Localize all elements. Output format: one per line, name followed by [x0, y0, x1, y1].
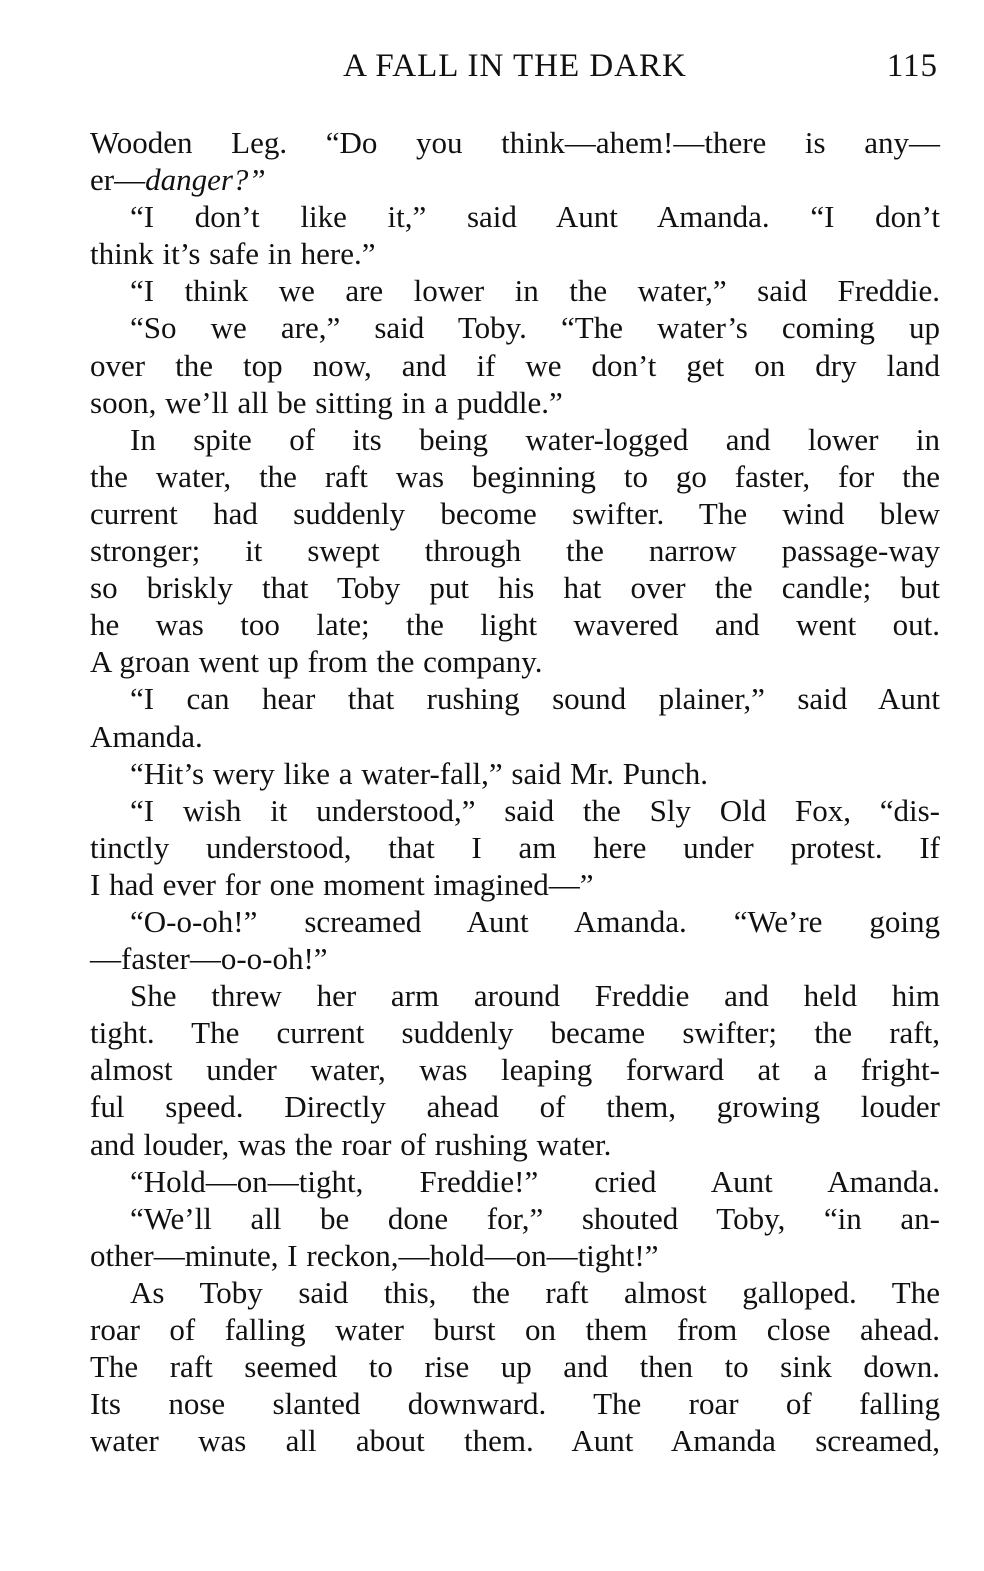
text-line-content: tight. The current suddenly became swifter; the raft, — [90, 1015, 940, 1051]
chapter-title: A FALL IN THE DARK — [343, 48, 687, 84]
text-line-content: he was too late; the light wavered and went out. — [90, 607, 940, 643]
text-line-content: soon, we’ll all be sitting in a puddle.” — [90, 384, 563, 420]
text-line-content: “I can hear that rushing sound plainer,” said Aunt — [130, 681, 940, 717]
text-line — [90, 643, 940, 680]
text-line — [90, 198, 940, 235]
text-line — [90, 606, 940, 643]
text-line — [90, 829, 940, 866]
text-line-content: Amanda. — [90, 718, 203, 754]
text-line — [90, 1422, 940, 1459]
text-line — [90, 1051, 940, 1088]
text-line — [90, 755, 940, 792]
text-line — [90, 977, 940, 1014]
page-number: 115 — [886, 48, 938, 84]
text-line — [90, 1014, 940, 1051]
text-line — [90, 1385, 940, 1422]
text-line — [90, 1348, 940, 1385]
text-line-content: “I think we are lower in the water,” said Freddie. — [130, 273, 940, 309]
text-line — [90, 903, 940, 940]
text-line-content: so briskly that Toby put his hat over the candle; but — [90, 570, 940, 606]
text-line-content: Its nose slanted downward. The roar of falling — [90, 1386, 940, 1422]
text-line — [90, 124, 940, 161]
text-line-content: roar of falling water burst on them from close ahead. — [90, 1312, 940, 1347]
text-line — [90, 1274, 940, 1311]
text-line — [90, 384, 940, 421]
text-line — [90, 569, 940, 606]
text-line — [90, 680, 940, 717]
text-line-content: I had ever for one moment imagined—” — [90, 866, 594, 902]
italic-text: danger?” — [145, 162, 266, 198]
text-line — [90, 421, 940, 458]
text-line — [90, 1163, 940, 1200]
text-line — [90, 235, 940, 272]
text-line-content: A groan went up from the company. — [90, 644, 543, 680]
text-line-content: over the top now, and if we don’t get on dry land — [90, 347, 940, 383]
text-line — [90, 940, 940, 977]
text-line-content: “Hold—on—tight, Freddie!” cried Aunt Amanda. — [130, 1163, 940, 1199]
text-line — [90, 458, 940, 495]
text-line-content: “O-o-oh!” screamed Aunt Amanda. “We’re going — [130, 903, 940, 939]
text-line — [90, 718, 940, 755]
text-line-content: er— — [90, 162, 146, 198]
text-line — [90, 495, 940, 532]
text-line-content: and louder, was the roar of rushing water. — [90, 1126, 612, 1162]
text-line — [90, 866, 940, 903]
text-line-content: The raft seemed to rise up and then to sink down. — [90, 1349, 940, 1385]
text-line — [90, 1126, 940, 1163]
text-line-content: “I wish it understood,” said the Sly Old Fox, “dis- — [130, 792, 940, 828]
text-line — [90, 161, 940, 198]
text-line-content: “We’ll all be done for,” shouted Toby, “in an- — [130, 1200, 940, 1236]
text-line-content: ful speed. Directly ahead of them, growing louder — [90, 1089, 940, 1125]
text-line — [90, 272, 940, 309]
text-line — [90, 1311, 940, 1348]
text-line-content: She threw her arm around Freddie and held him — [130, 978, 940, 1014]
text-line — [90, 309, 940, 346]
text-line-content: “I don’t like it,” said Aunt Amanda. “I don’t — [130, 199, 940, 235]
text-line-content: tinctly understood, that I am here under protest. If — [90, 829, 940, 865]
text-line-content: —faster—o-o-oh!” — [90, 941, 328, 977]
running-head — [90, 44, 940, 88]
text-line — [90, 792, 940, 829]
text-line — [90, 347, 940, 384]
text-line-content: think it’s safe in here.” — [90, 236, 376, 272]
text-line-content: almost under water, was leaping forward at a fright- — [90, 1052, 940, 1088]
text-line-content: “Hit’s wery like a water-fall,” said Mr. Punch. — [130, 755, 708, 791]
text-line-content: As Toby said this, the raft almost galloped. The — [130, 1274, 940, 1310]
text-line-content: the water, the raft was beginning to go faster, for the — [90, 458, 940, 494]
text-line-content: stronger; it swept through the narrow passage-way — [90, 533, 940, 569]
text-line-content: Wooden Leg. “Do you think—ahem!—there is any— — [90, 125, 940, 160]
text-line-content: In spite of its being water-logged and lower in — [130, 421, 940, 457]
text-line-content: “So we are,” said Toby. “The water’s coming up — [130, 310, 940, 346]
text-line — [90, 532, 940, 569]
body-text — [90, 124, 940, 1459]
text-line — [90, 1088, 940, 1125]
text-line — [90, 1200, 940, 1237]
text-line-content: current had suddenly become swifter. The wind blew — [90, 495, 940, 531]
text-line-content: water was all about them. Aunt Amanda screamed, — [90, 1423, 940, 1459]
text-line — [90, 1237, 940, 1274]
text-line-content: other—minute, I reckon,—hold—on—tight!” — [90, 1237, 659, 1273]
